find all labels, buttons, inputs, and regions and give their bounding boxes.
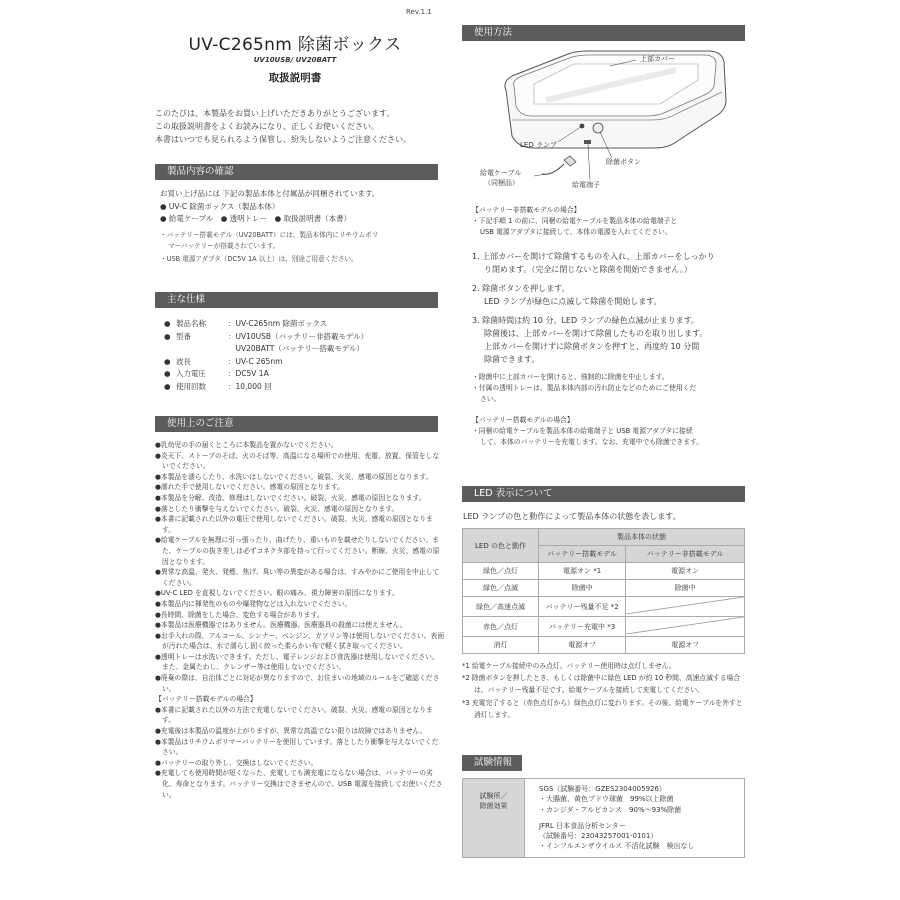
usage-step-3-cont: 上部カバーを開けずに除菌ボタンを押すと、再度約 10 分間: [484, 342, 700, 351]
usage-note: ・下記手順 1 の前に、同梱の給電ケーブルを製品本体の給電端子と: [472, 217, 678, 225]
usage-instructions: [472, 205, 747, 448]
power-port-drawing: [584, 140, 591, 144]
intro-text: [155, 107, 445, 146]
usage-step-2: 2. 除菌ボタンを押します。: [472, 284, 570, 293]
label-power-cable-note: （同梱品）: [484, 179, 519, 187]
caution-item: ●本製品を濡らしたり、水洗いはしないでください。破裂、火災、感電の原因となります。: [155, 472, 433, 481]
table-header: LED の色と動作: [463, 529, 539, 563]
label-top-cover: 上部カバー: [640, 55, 675, 63]
empty-cell: [626, 617, 745, 637]
table-row: 緑色／点灯 電源オン *1 電源オン: [463, 563, 745, 580]
usage-step-3-cont: 除菌できます。: [484, 355, 540, 364]
section-heading-led: LED 表示について: [462, 486, 745, 502]
table-header: 製品本体の状態: [539, 529, 745, 546]
usage-note: ・付属の透明トレーは、製品本体内部の汚れ防止などのためにご使用くだ: [472, 384, 697, 392]
caution-item: ●透明トレーは水洗いできます。ただし、電子レンジおよび食洗器は使用しないでください。また、金属たわし、クレンザー等は使用しないでください。: [155, 652, 439, 672]
caution-item: ●給電ケーブルを無理に引っ張ったり、曲げたり、重いものを載せたりしないでください。また、ケーブルの抜き差しは必ずコネクタ部を持って行ってください。断線、火災、感電の原因となります。: [155, 536, 440, 566]
empty-cell: [626, 597, 745, 617]
usage-step-1-cont: り閉めます。（完全に閉じないと除菌を開始できません。）: [484, 265, 692, 274]
caution-item: ●本製品はリチウムポリマーバッテリーを使用しています。落としたり衝撃を与えないでください。: [155, 737, 439, 757]
caution-item: ●UV-C LED を直視しないでください。眼の痛み、視力障害の原因になります。: [155, 589, 399, 598]
section-heading-usage: 使用方法: [462, 25, 745, 41]
caution-item: ●長時間、除菌をした場合、変色する場合があります。: [155, 610, 324, 619]
caution-item: ●充電後は本製品の温度が上がりますが、異常な高温でない限りは故障ではありません。: [155, 727, 427, 736]
model-numbers: UV10USB/ UV20BATT: [253, 56, 337, 64]
usage-subheading: 【バッテリー非搭載モデルの場合】: [472, 206, 581, 214]
label-power-cable: 給電ケーブル: [480, 169, 522, 177]
contents-note: マーバッテリーが搭載されています。: [168, 241, 280, 250]
usage-step-3-cont: 除菌後は、上部カバーを開けて除菌したものを取り出します。: [484, 329, 708, 338]
usage-note: USB 電源アダプタに接続して、本体の電源を入れてください。: [480, 228, 672, 236]
usage-step-2-cont: LED ランプが緑色に点滅して除菌を開始します。: [484, 297, 662, 306]
table-row: 赤色／点灯 バッテリー充電中 *3: [463, 617, 745, 637]
caution-item: ●お手入れの際、アルコール、シンナー、ベンジン、ガソリン等は使用しないでください。表面が汚れた場合は、水で濡らし固く絞った柔らかい布で軽く拭き取ってください。: [155, 631, 445, 651]
usage-step-3: 3. 除菌時間は約 10 分。LED ランプの緑色点滅が止まります。: [472, 316, 700, 325]
contents-lead: お買い上げ品には 下記の製品本体と付属品が同梱されています。: [160, 189, 380, 198]
label-sterilize-button: 除菌ボタン: [606, 158, 641, 166]
spec-row: ● 波長 ：UV-C 265nm: [164, 356, 283, 366]
contents-section: [160, 188, 445, 265]
section-heading-cautions: 使用上のご注意: [155, 416, 438, 432]
caution-subheading: 【バッテリー搭載モデルの場合】: [155, 695, 257, 704]
specs-list: [164, 318, 444, 393]
spec-row: UV20BATT（バッテリー搭載モデル）: [228, 344, 365, 353]
cautions-list: [155, 440, 445, 800]
caution-item: ●本製品を分解、改造、修理はしないでください。破裂、火災、感電の原因となります。: [155, 493, 426, 502]
revision-label: Rev.1.1: [406, 8, 432, 16]
usage-note: して、本体のバッテリーを充電します。なお、充電中でも除菌できます。: [480, 438, 704, 446]
sterilize-button-drawing: [593, 123, 603, 133]
spec-row: ● 入力電圧 ：DC5V 1A: [164, 369, 269, 378]
test-info-table: [462, 778, 745, 858]
caution-item: ●濡れた手で使用しないでください。感電の原因となります。: [155, 483, 344, 492]
spec-row: ● 製品名称 ：UV-C265nm 除菌ボックス: [164, 319, 328, 328]
caution-item: ●異常な高温、発火、発煙、焦げ、臭い等の異変がある場合は、すみやかにご使用を中止してください。: [155, 568, 440, 587]
spec-row: ● 型番 ：UV10USB（バッテリー非搭載モデル）: [164, 331, 369, 341]
usage-step-1: 1. 上部カバーを開けて除菌するものを入れ、上部カバーをしっかり: [472, 252, 715, 261]
section-heading-test: 試験情報: [462, 755, 522, 771]
led-note: *2 除菌ボタンを押したとき、もしくは除菌中に緑色 LED が約 10 秒間、高速点滅する場合は、バッテリー残量不足です。給電ケーブルを接続して充電してください。: [462, 674, 741, 695]
caution-item: ●落としたり衝撃を与えないでください。破裂、火災、感電の原因となります。: [155, 504, 399, 513]
caution-item: ●本製品は医療機器ではありません。医療機器、医療器具の殺菌には使えません。: [155, 621, 407, 630]
contents-line: ● UV-C 除菌ボックス（製品本体）: [160, 201, 280, 211]
contents-note: ・バッテリー搭載モデル（UV20BATT）には、製品本体内にリチウムポリ: [160, 230, 379, 239]
product-diagram: [476, 40, 756, 200]
table-row: 消灯 電源オフ 電源オフ: [463, 637, 745, 654]
spec-row: ● 使用回数 ：10,000 回: [164, 381, 272, 391]
contents-note: ・USB 電源アダプタ（DC5V 1A 以上）は、別途ご用意ください。: [160, 254, 358, 263]
caution-item: ●廃棄の際は、自治体ごとに対応が異なりますので、お住まいの地域のルールをご確認ください。: [155, 674, 440, 693]
usage-note: さい。: [480, 395, 501, 403]
led-status-table: [462, 528, 745, 654]
caution-item: ●充電しても使用時間が短くなった、充電しても満充電にならない場合は、バッテリーの劣化、寿命となります。バッテリー交換はできませんので、USB 電源を接続してお使いください。: [155, 769, 443, 799]
contents-line: ● 給電ケーブル ● 透明トレー ● 取扱説明書（本書）: [160, 214, 352, 223]
caution-item: ●本書に記載された以外の電圧で使用しないでください。破裂、火災、感電の原因となります。: [155, 515, 433, 534]
usage-note: ・同梱の給電ケーブルを製品本体の給電端子と USB 電源アダプタに接続: [472, 427, 693, 435]
caution-item: ●乳幼児の手の届くところに本製品を置かないでください。: [155, 441, 338, 449]
table-header: バッテリー非搭載モデル: [626, 546, 745, 563]
led-note: *1 給電ケーブル接続中のみ点灯。バッテリー使用時は点灯しません。: [462, 662, 676, 670]
label-power-port: 給電端子: [572, 181, 600, 189]
test-label: 試験所／ 除菌効果: [463, 779, 525, 858]
section-heading-contents: 製品内容の確認: [155, 164, 438, 180]
document-title: UV-C265nm 除菌ボックス: [188, 35, 402, 55]
table-row: 緑色／点滅 除菌中 除菌中: [463, 580, 745, 597]
intro-line: この取扱説明書をよくお読みになり、正しくお使いください。: [155, 122, 379, 131]
table-header: バッテリー搭載モデル: [539, 546, 626, 563]
caution-item: ●本製品内に揮発性のものや爆発物などは入れないでください。: [155, 599, 352, 608]
intro-line: 本書はいつでも見られるよう保管し、紛失しないようご注意ください。: [155, 135, 411, 144]
caution-item: ●本書に記載された以外の方法で充電しないでください。破裂、火災、感電の原因となります。: [155, 705, 433, 725]
caution-item: ●バッテリーの取り外し、交換はしないでください。: [155, 758, 318, 767]
label-led-lamp: LED ランプ: [520, 141, 557, 149]
led-notes: [462, 660, 747, 721]
caution-item: ●炎天下、ストーブのそば、火のそば等、高温になる場所での使用、充電、放置、保管をしないでください。: [155, 451, 440, 471]
intro-line: このたびは、本製品をお買い上げいただきありがとうございます。: [155, 109, 395, 118]
usage-note: ・除菌中に上部カバーを開けると、強制的に除菌を中止します。: [472, 373, 669, 381]
section-heading-specs: 主な仕様: [155, 292, 438, 308]
document-subtitle: 取扱説明書: [268, 72, 322, 84]
led-intro: LED ランプの色と動作によって製品本体の状態を表します。: [463, 512, 681, 521]
test-details: SGS（試験番号：GZES2304005926） ・大腸菌、黄色ブドウ球菌 99%以上除菌 ・カンジダ・アルビカンス 90%〜93%除菌 JFRL 日本食品分析センター （試験番号：23043257001-0101） ・インフルエンザウイルス 不活化試験 検出なし: [525, 779, 745, 858]
led-note: *3 充電完了すると（赤色点灯から）緑色点灯に変わります。その後、給電ケーブルを外すと消灯します。: [462, 698, 743, 719]
usage-subheading: 【バッテリー搭載モデルの場合】: [472, 416, 574, 424]
table-row: 緑色／高速点滅 バッテリー残量不足 *2: [463, 597, 745, 617]
